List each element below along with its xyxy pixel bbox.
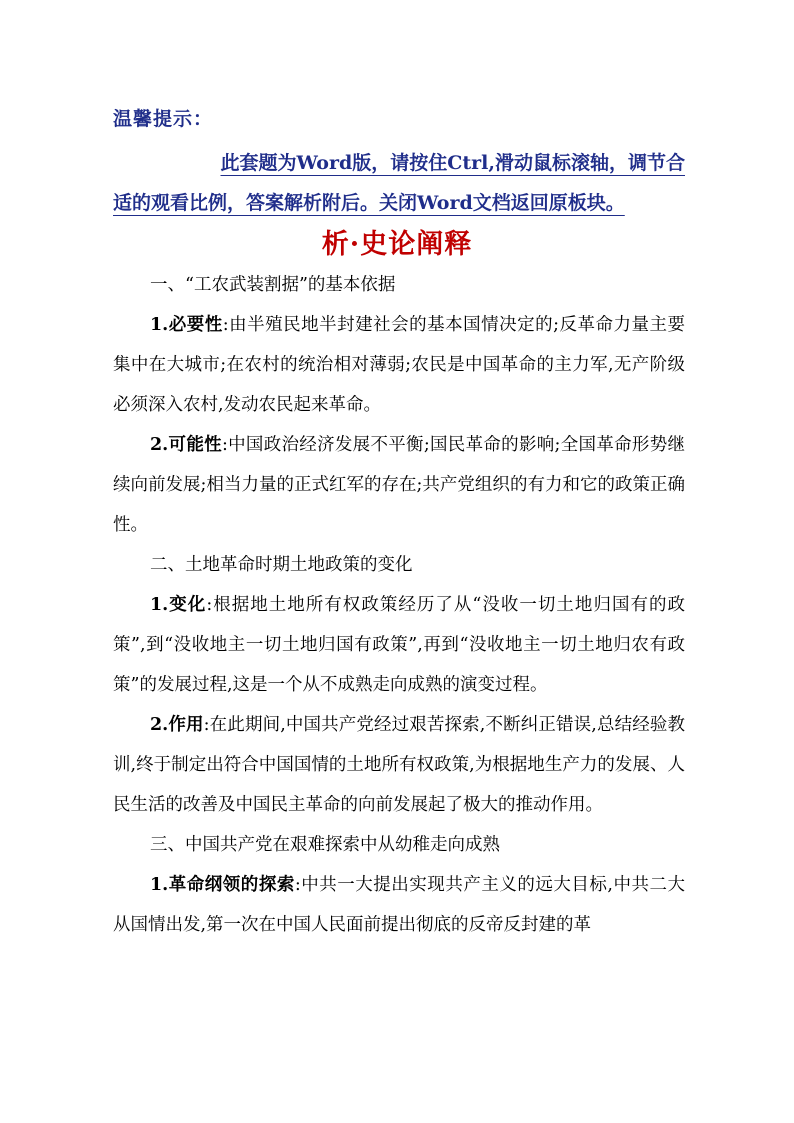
paragraph-possibility	[113, 425, 685, 545]
item-text: :在此期间,中国共产党经过艰苦探索,不断纠正错误,总结经验教训,终于制定出符合中国国情的土地所有权政策,为根据地生产力的发展、人民生活的改善及中国民主革命的向前发展起了极大的推动作用。	[113, 715, 685, 815]
item-label: 1.变化	[150, 595, 207, 615]
tip-notice	[113, 143, 685, 223]
section-heading-3: 三、中国共产党在艰难探索中从幼稚走向成熟	[150, 835, 500, 855]
tip-line-1: 此套题为Word版，请按住Ctrl,滑动鼠标滚轴，调节合	[220, 152, 685, 174]
item-label: 1.革命纲领的探索	[150, 875, 295, 895]
paragraph-change	[113, 585, 685, 705]
item-text: :中国政治经济发展不平衡;国民革命的影响;全国革命形势继续向前发展;相当力量的正式红军的存在;共产党组织的有力和它的政策正确性。	[113, 435, 685, 535]
section-heading-1: 一、“工农武装割据”的基本依据	[150, 275, 396, 295]
paragraph-program	[113, 865, 685, 945]
section-title: 析·史论阐释	[321, 229, 473, 260]
item-label: 2.作用	[150, 715, 204, 735]
paragraph-effect	[113, 705, 685, 825]
tip-line-2: 适的观看比例，答案解析附后。关闭Word文档返回原板块。	[113, 192, 625, 214]
item-text: :中共一大提出实现共产主义的远大目标,中共二大从国情出发,第一次在中国人民面前提出彻底的反帝反封建的革	[113, 875, 685, 935]
item-label: 1.必要性	[150, 315, 223, 335]
item-text: :由半殖民地半封建社会的基本国情决定的;反革命力量主要集中在大城市;在农村的统治相对薄弱;农民是中国革命的主力军,无产阶级必须深入农村,发动农民起来革命。	[113, 315, 685, 415]
tip-title: 温馨提示：	[113, 108, 214, 130]
section-heading-2: 二、土地革命时期土地政策的变化	[150, 555, 413, 575]
paragraph-necessity	[113, 305, 685, 425]
item-text: :根据地土地所有权政策经历了从“没收一切土地归国有的政策”,到“没收地主一切土地归国有政策”,再到“没收地主一切土地归农有政策”的发展过程,这是一个从不成熟走向成熟的演变过程。	[113, 595, 685, 695]
document-body	[113, 265, 685, 945]
item-label: 2.可能性	[150, 435, 222, 455]
